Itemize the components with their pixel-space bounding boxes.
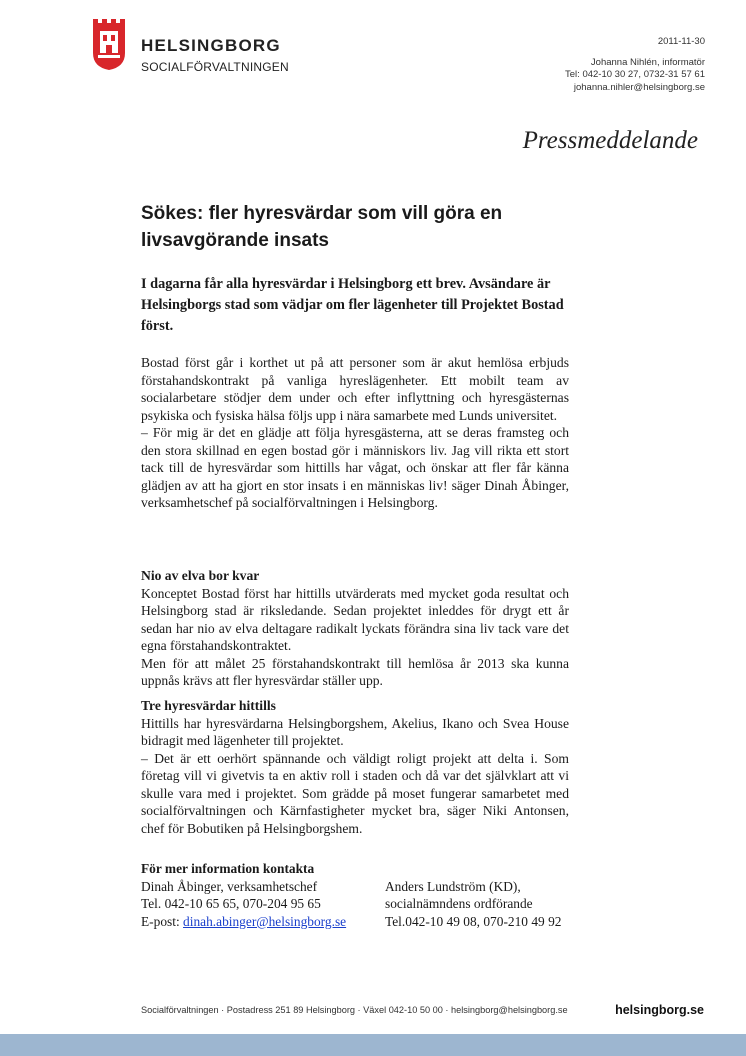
contact-right-name: Anders Lundström (KD), xyxy=(385,878,521,894)
contact-left-phone: Tel. 042-10 65 65, 070-204 95 65 xyxy=(141,896,321,911)
contact-right-phone: Tel.042-10 49 08, 070-210 49 92 xyxy=(385,913,562,929)
city-crest-icon xyxy=(92,17,126,71)
email-prefix: E-post: xyxy=(141,913,184,929)
department-name: SOCIALFÖRVALTNINGEN xyxy=(141,60,289,74)
section-results xyxy=(141,567,569,690)
section-heading: Tre hyresvärdar hittills xyxy=(141,698,276,713)
landlords-paragraph: Hittills har hyresvärdarna Helsingborgshem, Akelius, Ikano och Svea House bidragit med lägenheter till projektet. xyxy=(141,715,569,748)
contact-right xyxy=(385,878,591,931)
contact-left-email-row xyxy=(141,913,385,931)
lead-paragraph: I dagarna får alla hyresvärdar i Helsingborg ett brev. Avsändare är Helsingborgs stad som vädjar om fler lägenheter till Projektet Bostad först. xyxy=(141,276,564,334)
footer-band xyxy=(0,1034,746,1056)
intro-paragraph: Bostad först går i korthet ut på att personer som är akut hemlösa erbjuds förstahandskontrakt på vanliga hyreslägenheter. Ett mobilt team av socialarbetare stödjer dem under och efter inflyttning och hyresgästernas psykiska och fysiska hälsa följs upp i nära samarbete med Lunds universitet. xyxy=(141,355,569,423)
contact-left xyxy=(141,878,385,931)
contact-name: Johanna Nihlén, informatör xyxy=(590,56,705,68)
release-date: 2011-11-30 xyxy=(657,36,705,47)
contact-heading: För mer information kontakta xyxy=(141,861,315,876)
quote-paragraph: – För mig är det en glädje att följa hyresgästerna, att se deras framsteg och den stora skillnad en egen bostad gör i människors liv. Jag vill rikta ett stort tack till de hyresvärdar som hittills har vågat, och önskar att fler får känna glädjen av att ha gjort en stor insats i en människas liv! säger Dinah Åbinger, verksamhetschef på socialförvaltningen i Helsingborg. xyxy=(141,425,569,510)
landlord-quote-paragraph: – Det är ett oerhört spännande och väldigt roligt projekt att delta i. Som företag vill vi givetvis ta en aktiv roll i staden och då var det självklart att vi skulle vara med i projektet. Som grädde på moset fungerar samarbetet med socialförvaltningen och Kärnfastigheter mycket bra, säger Niki Antonsen, chef för Bobutiken på Helsingborgshem. xyxy=(141,750,569,836)
contact-right-role: socialnämndens ordförande xyxy=(385,896,533,911)
document-type: Pressmeddelande xyxy=(522,127,698,154)
section-landlords xyxy=(141,697,569,837)
press-contact xyxy=(565,36,705,94)
goal-paragraph: Men för att målet 25 förstahandskontrakt till hemlösa år 2013 ska kunna uppnås krävs att fler hyresvärdar ställer upp. xyxy=(141,655,569,688)
email-link[interactable]: dinah.abinger@helsingborg.se xyxy=(183,913,347,929)
footer-address: Socialförvaltningen · Postadress 251 89 Helsingborg · Växel 042-10 50 00 · helsingborg@helsingborg.se xyxy=(141,1005,568,1015)
results-paragraph: Konceptet Bostad först har hittills utvärderats med mycket goda resultat och Helsingborg stad är riksledande. Sedan projektet inleddes för drygt ett år sedan har nio av elva deltagare radikalt lyckats förändra sina liv tack vare det egna förstahandskontraktet. xyxy=(141,585,569,653)
section-intro xyxy=(141,354,569,512)
contact-phone: Tel: 042-10 30 27, 0732-31 57 61 xyxy=(565,69,705,80)
contact-block xyxy=(141,860,591,930)
contact-left-name: Dinah Åbinger, verksamhetschef xyxy=(141,878,318,894)
section-heading: Nio av elva bor kvar xyxy=(141,568,260,583)
page-title: Sökes: fler hyresvärdar som vill göra en livsavgörande insats xyxy=(141,203,503,251)
contact-email[interactable]: johanna.nihler@helsingborg.se xyxy=(573,81,705,93)
org-name: HELSINGBORG xyxy=(141,36,281,55)
footer-website[interactable]: helsingborg.se xyxy=(615,1003,704,1017)
